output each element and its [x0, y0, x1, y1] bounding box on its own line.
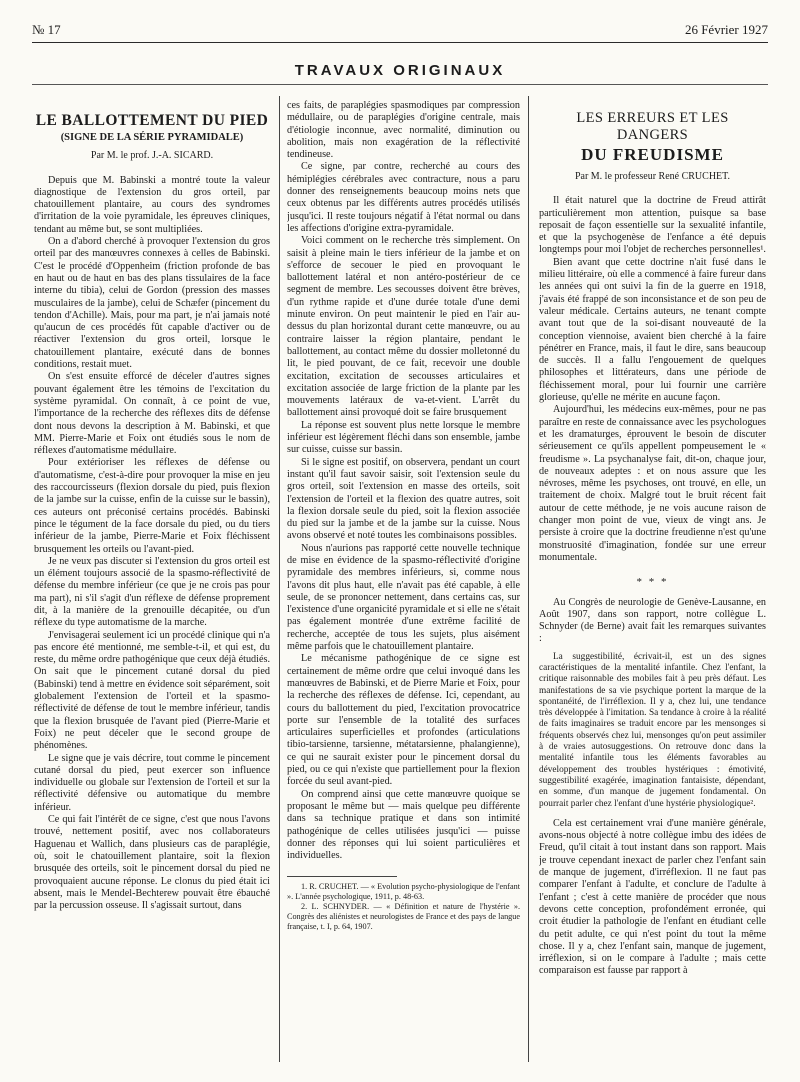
block-quote: La suggestibilité, écrivait-il, est un des signes caractéristiques de la mentalité infantile. Chez l'enfant, la critique raisonnable des mobiles fait à peu près défaut. Les manifestations de sa vie psychique portent la marque de la spontanéité, de l'irréflexion. Il y a, chez lui, une tendance très développée à l'imitation. Sa tendance à croire à la réalité de faits imaginaires se traduit encore par les mensonges si fréquents observés chez lui, mensonges qu'on peut assimiler à de vraies autosuggestions. On retrouve donc dans la mentalité infantile tous les éléments favorables au développement des troubles hystériques : émotivité, suggestibilité exagérée, imagination fantaisiste, dépendant, en somme, d'un manque de jugement fondamental. On pourrait parler chez l'enfant d'une hystérie physiologique². — [539, 651, 766, 809]
paragraph: Le signe que je vais décrire, tout comme le pincement cutané dorsal du pied, peut exercer son influence individuelle ou globale sur l'extension de l'orteil et sur la réflectivité défensive ou automatique du membre inférieur. — [34, 752, 270, 813]
article2-byline: Par M. le professeur René CRUCHET. — [574, 171, 731, 182]
paragraph: Nous n'aurions pas rapporté cette nouvelle technique de mise en évidence de la spasmo-réflectivité d'origine pyramidale des membres inférieurs, si, comme nous l'avons dit plus haut, elle n'avait pas été capable, à elle seule, de se prononcer nettement, dans certains cas, sur l'existence d'une organicité pyramidale et si elle ne s'était pas également montrée d'une extrême facilité de recherche, acceptée de tous les sujets, plus aisément même parfois que le chatouillement plantaire. — [287, 542, 520, 653]
article2-title-main: DU FREUDISME — [581, 145, 724, 164]
footnote: 1. R. CRUCHET. — « Evolution psycho-physiologique de l'enfant ». L'année psychologique, 1911, p. 48-63. — [287, 882, 520, 902]
issue-date: 26 Février 1927 — [684, 22, 768, 37]
paragraph: On a d'abord cherché à provoquer l'extension du gros orteil par des manœuvres connexes à celles de Babinski. C'est le procédé d'Oppenheim (friction profonde de bas en haut ou de haut en bas des plans tissulaires de la face interne du tibia), celui de Gordon (pression des masses musculaires de la jambe), celui de Schæfer (pincement du tendon d'Achille). Mais, pour ma part, je n'ai jamais noté qu'aucun de ces procédés fût capable d'activer ou de réactiver l'extension du gros orteil, lorsque le chatouillement plantaire, exécuté dans de bonnes conditions, restait muet. — [34, 236, 270, 371]
column-divider-2 — [528, 96, 529, 1062]
paragraph: Depuis que M. Babinski a montré toute la valeur diagnostique de l'extension du gros orteil, par chatouillement plantaire, au cours des syndromes d'irritation de la voie pyramidale, les épreuves cliniques, tendant au même but, se sont multipliées. — [34, 174, 270, 235]
article2-title: LES ERREURS ET LES DANGERS — [576, 110, 729, 143]
header-rule — [32, 42, 768, 43]
paragraph: Aujourd'hui, les médecins eux-mêmes, pour ne pas paraître en reste de connaissance avec les psychologues et les dramaturges, éprouvent le besoin de discuter sérieusement ce qu'ils appellent pompeusement le « freudisme ». La psychanalyse fait, dit-on, chaque jour, de nouveaux adeptes : et on nous assure que les névroses, même les psychoses, ont trouvé, en elle, un traitement de choix. Malgré tout le bruit récent fait autour de cette méthode, je ne vois aucune raison de changer mon point de vue, vieux de vingt ans. Je persiste à croire que la doctrine freudienne n'est qu'une monstruosité d'imagination, fondée sur une erreur monumentale. — [539, 404, 766, 563]
issue-number: № 17 — [32, 22, 61, 37]
paragraph: J'envisagerai seulement ici un procédé clinique qui n'a pas encore été mentionné, me semble-t-il, et qui est, du reste, du même ordre pathogénique que ceux déjà étudiés. On sait que le pincement cutané dorsal du pied (Babinski) tend à mettre en évidence soit séparément, soit globalement l'extension de l'orteil et la spasmo-réflectivité de défense de tout le membre inférieur, tandis que la flexion brusquée de l'avant pied (Pierre-Marie et Foix) ne peut déceler que le second groupe de phénomènes. — [34, 629, 270, 752]
article1-byline: Par M. le prof. J.-A. SICARD. — [90, 150, 214, 162]
section-title: TRAVAUX ORIGINAUX — [294, 62, 506, 79]
column-1 — [34, 100, 270, 1068]
paragraph: Je ne veux pas discuter si l'extension du gros orteil est un élément toujours associé de la spasmo-réflectivité de défense du membre inférieur (ce que je ne crois pas pour ma part), ni s'il s'agit d'un réflexe de défense proprement dit, à la manière de la grenouille décapitée, ou d'un réflexe du type automatisme de la marche. — [34, 555, 270, 629]
footnote: 2. L. SCHNYDER. — « Définition et nature de l'hystérie ». Congrès des aliénistes et neurologistes de France et des pays de langue française, t. I, p. 64, 1907. — [287, 902, 520, 932]
paragraph: Bien avant que cette doctrine n'ait fusé dans le milieu littéraire, où elle a commencé à faire fureur dans les années qui ont suivi la fin de la guerre en 1918, j'avais été frappé de son inconsistance et de son peu de valeur médicale. Certains auteurs, ne tenant compte avant tout que de la soi-disant nouveauté de la conception viennoise, avaient bien cherché à la faire pénétrer en France, mais, il faut le dire, sans beaucoup de succès. Il a fallu l'engouement de quelques philosophes et littérateurs, dans une période de fléchissement moral, pour lui fournir une carrière glorieuse, qu'elle ne mérite en aucune façon. — [539, 256, 766, 404]
paragraph: Ce signe, par contre, recherché au cours des hémiplégies cérébrales avec contracture, nous a paru donner des renseignements beaucoup moins nets que ceux obtenus par les différents autres procédés utilisés jusqu'ici. Il reste toujours négatif à l'état normal ou dans les affections d'origine extra-pyramidale. — [287, 161, 520, 234]
article1-subtitle: (SIGNE DE LA SÉRIE PYRAMIDALE) — [60, 132, 244, 143]
column-3 — [539, 100, 766, 1068]
paragraph: La réponse est souvent plus nette lorsque le membre inférieur est légèrement fléchi dans son ensemble, jambe sur cuisse, cuisse sur bassin. — [287, 419, 520, 456]
paragraph: Le mécanisme pathogénique de ce signe est certainement de même ordre que celui invoqué dans les manœuvres de Babinski, et de Pierre Marie et Foix, pour la recherche des réflexes de défense. Ici, cependant, au cours du ballottement du pied, l'excitation provocatrice porte sur l'ensemble de la totalité des surfaces articulaires superficielles et profondes (articulations tibio-tarsienne, tarsienne, métatarsienne, phalangienne), ce qui ne saurait exister pour le pincement dorsal du pied, ou ce qui n'existe que partiellement pour la flexion forcée du seul avant-pied. — [287, 653, 520, 788]
paragraph: Voici comment on le recherche très simplement. On saisit à pleine main le tiers inférieur de la jambe et on s'efforce de secouer le pied en provoquant le ballottement latéral et non antéro-postérieur de ce segment de membre. Les secousses doivent être brèves, d'un rythme rapide et d'une durée totale d'une demi minute environ. On peut maintenir le pied en l'air au-dessus du plan horizontal durant cette manœuvre, ou au contraire laisser la région plantaire, pendant le ballottement, au contact même du dossier molletonné du lit, le pied pouvant, de ce fait, recevoir une double excitation, excitation de secousses articulaires et excitation associée de large friction de la plante par les mouvements latéraux de va-et-vient. L'arrêt du ballottement ainsi provoqué doit se faire brusquement — [287, 235, 520, 419]
column-2 — [287, 100, 520, 1068]
section-break-asterisks: * * * — [636, 576, 669, 589]
paragraph: Ce qui fait l'intérêt de ce signe, c'est que nous l'avons trouvé, nettement positif, avec nos collaborateurs Haguenau et Wallich, dans plusieurs cas de paraplégie, où, soit le chatouillement plantaire, soit la flexion brusquée des orteils, soit le pincement dorsal du pied ne provoquaient aucune réponse. Le clonus du pied était ici absent, mais le Mendel-Bechterew pouvait être ébauché par la percussion osseuse. Il s'agissait surtout, dans — [34, 814, 270, 912]
paragraph: Si le signe est positif, on observera, pendant un court instant qu'il faut savoir saisir, soit l'extension seule du gros orteil, soit l'extension en masse des orteils, soit l'extension de l'orteil et la flexion des quatre autres, soit la flexion dorsale seule du pied, soit la flexion associée du pied sur la jambe et de la jambe sur la cuisse. Nous avons observé et noté toutes les combinaisons possibles. — [287, 456, 520, 542]
section-rule — [32, 84, 768, 85]
paragraph: On comprend ainsi que cette manœuvre quoique se proposant le même but — mais quelque peu différente dans sa technique pratique et dans son intimité pathogénique de celles utilisées jusqu'ici — puisse donner des réponses qui lui soient particulières et individuelles. — [287, 788, 520, 862]
paragraph: Il était naturel que la doctrine de Freud attirât particulièrement mon attention, puisque sa base reposait de façon essentielle sur la sexualité infantile, et que la psychogenèse de l'enfance a été depuis longtemps pour moi l'objet de recherches personnelles¹. — [539, 195, 766, 256]
paragraph: Au Congrès de neurologie de Genève-Lausanne, en Août 1907, dans son rapport, notre collègue L. Schnyder (de Berne) avait fait les remarques suivantes : — [539, 596, 766, 645]
paragraph: On s'est ensuite efforcé de déceler d'autres signes pouvant également être les témoins de l'excitation du système pyramidal. On connaît, à ce point de vue, l'importance de la recherche des réflexes dits de défense dont nous devons la description à M. Babinski, et que MM. Pierre-Marie et Foix ont étudiés sous le nom de réflexes d'automatisme médullaire. — [34, 371, 270, 457]
paragraph: Cela est certainement vrai d'une manière générale, avons-nous objecté à notre collègue imbu des idées de Freud, qu'il citait à tout instant dans son rapport. Mais je trouve cependant inexact de parler chez l'enfant sain de manque de jugement, d'irréflexion. Il ne faut pas comparer l'enfant à l'adulte, et conclure de l'adulte à l'enfant ; c'est à cette manière de procéder que nous devons cette conception, profondément erronée, qui croit étudier la pathologie de l'enfant en étudiant celle du petit adulte, ce qui n'est point du tout la même chose. Il y a, chez l'enfant sain, manque de jugement, irréflexion, si on le compare à l'adulte ; mais cette comparaison est fausse par rapport à — [539, 817, 766, 977]
paragraph: Pour extérioriser les réflexes de défense ou d'automatisme, c'est-à-dire pour provoquer la mise en jeu des raccourcisseurs (flexion dorsale du pied, puis flexion de la jambe sur la cuisse, enfin de la cuisse sur le bassin), ces auteurs ont préconisé certains procédés. Babinski pince le tégument de la face dorsale du pied, ou du tiers inférieur de la jambe, Pierre-Marie et Foix fléchissent brusquement les orteils ou l'avant-pied. — [34, 457, 270, 555]
paragraph: ces faits, de paraplégies spasmodiques par compression médullaire, ou de paraplégies d'origine centrale, mais d'étiologie inconnue, avec normalité, diminution ou abolition, mais non exagération de la réflectivité tendineuse. — [287, 100, 520, 161]
footnote-rule — [287, 876, 397, 877]
article1-title: LE BALLOTTEMENT DU PIED — [35, 112, 269, 129]
column-divider-1 — [279, 96, 280, 1062]
page-header — [32, 22, 768, 38]
